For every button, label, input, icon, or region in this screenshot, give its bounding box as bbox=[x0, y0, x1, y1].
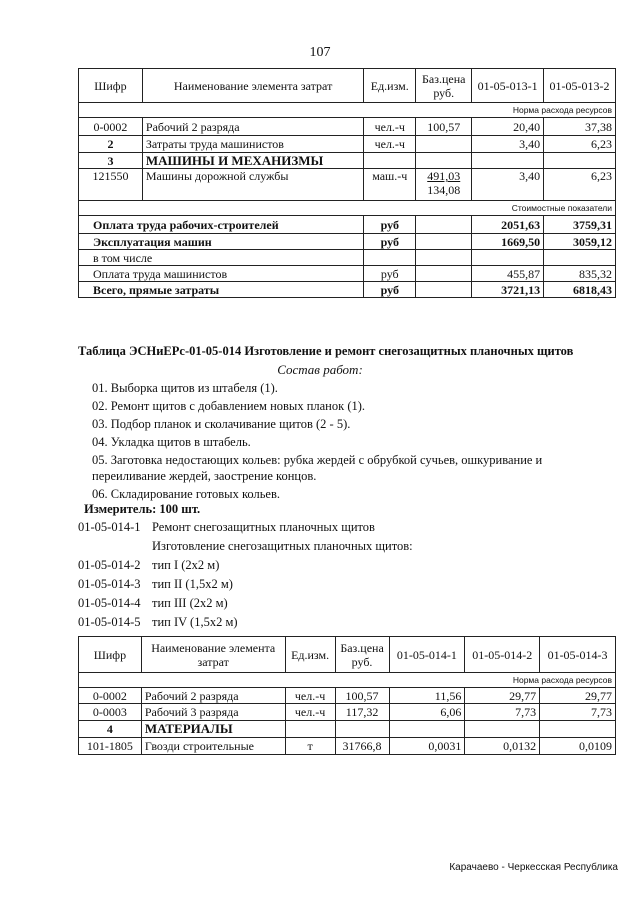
item-text: тип I (2х2 м) bbox=[152, 558, 220, 572]
row-name: МАШИНЫ И МЕХАНИЗМЫ bbox=[142, 153, 363, 169]
cost-row bbox=[79, 250, 616, 266]
table-header-row bbox=[79, 69, 616, 103]
row-unit: чел.-ч bbox=[364, 118, 416, 136]
list-item: 04. Укладка щитов в штабель. bbox=[92, 435, 251, 449]
row-price: 100,57 bbox=[335, 688, 389, 704]
meter: Измеритель: 100 шт. bbox=[84, 502, 201, 516]
row-value-3: 0,0109 bbox=[540, 738, 616, 755]
work-list bbox=[92, 379, 542, 503]
row-value-2: 6,23 bbox=[544, 136, 616, 153]
cost-name: Оплата труда машинистов bbox=[79, 266, 364, 282]
item-code: 01-05-014-3 bbox=[78, 577, 141, 591]
item-code: 01-05-014-1 bbox=[78, 520, 141, 534]
row-value-2: 7,73 bbox=[465, 704, 540, 721]
cost-value-2: 6818,43 bbox=[544, 282, 616, 298]
header-col2: 01-05-014-2 bbox=[465, 637, 540, 673]
list-item bbox=[78, 577, 413, 596]
norm-label: Норма расхода ресурсов bbox=[79, 103, 616, 118]
row-unit: маш.-ч bbox=[364, 169, 416, 201]
header-col3: 01-05-014-3 bbox=[540, 637, 616, 673]
row-name: МАТЕРИАЛЫ bbox=[141, 721, 285, 738]
row-unit: чел.-ч bbox=[285, 688, 335, 704]
cost-name: Всего, прямые затраты bbox=[79, 282, 364, 298]
row-code: 0-0003 bbox=[79, 704, 142, 721]
table-row bbox=[79, 704, 616, 721]
table-header-row bbox=[79, 637, 616, 673]
item-code: 01-05-014-5 bbox=[78, 615, 141, 629]
cost-value-1: 3721,13 bbox=[472, 282, 544, 298]
row-code: 101-1805 bbox=[79, 738, 142, 755]
cost-value-1: 1669,50 bbox=[472, 234, 544, 250]
item-text: Ремонт снегозащитных планочных щитов bbox=[152, 520, 375, 534]
header-code: Шифр bbox=[79, 637, 142, 673]
header-price: Баз.цена руб. bbox=[335, 637, 389, 673]
row-name: Рабочий 3 разряда bbox=[141, 704, 285, 721]
item-text: тип III (2х2 м) bbox=[152, 596, 228, 610]
item-text: тип II (1,5х2 м) bbox=[152, 577, 233, 591]
row-value-3: 29,77 bbox=[540, 688, 616, 704]
table-row bbox=[79, 688, 616, 704]
cost-name: в том числе bbox=[79, 250, 364, 266]
row-price: 31766,8 bbox=[335, 738, 389, 755]
row-price: 491,03 bbox=[427, 169, 461, 183]
table-row bbox=[79, 153, 616, 169]
item-text: тип IV (1,5х2 м) bbox=[152, 615, 238, 629]
row-unit: чел.-ч bbox=[364, 136, 416, 153]
cost-unit: руб bbox=[364, 266, 416, 282]
header-col1: 01-05-014-1 bbox=[389, 637, 465, 673]
row-value-2: 37,38 bbox=[544, 118, 616, 136]
list-item bbox=[78, 558, 413, 577]
cost-value-1: 455,87 bbox=[472, 266, 544, 282]
row-price: 100,57 bbox=[416, 118, 472, 136]
row-price bbox=[416, 136, 472, 153]
cost-unit: руб bbox=[364, 282, 416, 298]
cost-row bbox=[79, 282, 616, 298]
row-code: 0-0002 bbox=[79, 118, 143, 136]
list-item bbox=[78, 520, 413, 539]
header-unit: Ед.изм. bbox=[285, 637, 335, 673]
row-unit: чел.-ч bbox=[285, 704, 335, 721]
cost-value-1: 2051,63 bbox=[472, 216, 544, 234]
section-title: Таблица ЭСНиЕРс-01-05-014 Изготовление и ремонт снегозащитных планочных щитов bbox=[78, 344, 574, 358]
code-list bbox=[78, 520, 413, 634]
row-value-3: 7,73 bbox=[540, 704, 616, 721]
row-name: Затраты труда машинистов bbox=[142, 136, 363, 153]
row-code: 0-0002 bbox=[79, 688, 142, 704]
cost-row bbox=[79, 234, 616, 250]
resource-table-2 bbox=[78, 636, 616, 755]
cost-value-2: 835,32 bbox=[544, 266, 616, 282]
row-value-1: 6,06 bbox=[389, 704, 465, 721]
header-col2: 01-05-013-2 bbox=[544, 69, 616, 103]
row-code: 2 bbox=[79, 136, 143, 153]
cost-name: Эксплуатация машин bbox=[79, 234, 364, 250]
row-value-1: 0,0031 bbox=[389, 738, 465, 755]
cost-unit: руб bbox=[364, 216, 416, 234]
page-number: 107 bbox=[309, 45, 331, 60]
row-code: 4 bbox=[79, 721, 142, 738]
cost-unit: руб bbox=[364, 234, 416, 250]
table-row bbox=[79, 721, 616, 738]
row-price: 117,32 bbox=[335, 704, 389, 721]
item-code: 01-05-014-2 bbox=[78, 558, 141, 572]
item-code: 01-05-014-4 bbox=[78, 596, 141, 610]
cost-row bbox=[79, 216, 616, 234]
row-value-1: 20,40 bbox=[472, 118, 544, 136]
norm-label: Норма расхода ресурсов bbox=[79, 673, 616, 688]
list-item bbox=[78, 539, 413, 558]
row-unit: т bbox=[285, 738, 335, 755]
cost-label: Стоимостные показатели bbox=[79, 201, 616, 216]
row-code: 121550 bbox=[79, 169, 143, 201]
header-col1: 01-05-013-1 bbox=[472, 69, 544, 103]
cost-name: Оплата труда рабочих-строителей bbox=[79, 216, 364, 234]
row-value-2: 29,77 bbox=[465, 688, 540, 704]
item-code bbox=[78, 539, 152, 558]
list-item: 03. Подбор планок и сколачивание щитов (2 - 5). bbox=[92, 417, 351, 431]
item-text: Изготовление снегозащитных планочных щитов: bbox=[152, 539, 413, 553]
list-item bbox=[78, 615, 413, 634]
list-item: 06. Складирование готовых кольев. bbox=[92, 487, 280, 501]
row-name: Машины дорожной службы bbox=[142, 169, 363, 201]
header-name: Наименование элемента затрат bbox=[142, 69, 363, 103]
row-value-1: 11,56 bbox=[389, 688, 465, 704]
row-value-2: 0,0132 bbox=[465, 738, 540, 755]
cost-row bbox=[79, 266, 616, 282]
composition-title: Состав работ: bbox=[277, 362, 363, 377]
header-code: Шифр bbox=[79, 69, 143, 103]
header-unit: Ед.изм. bbox=[364, 69, 416, 103]
table-row bbox=[79, 169, 616, 201]
table-row bbox=[79, 118, 616, 136]
cost-value-2: 3759,31 bbox=[544, 216, 616, 234]
list-item: 01. Выборка щитов из штабеля (1). bbox=[92, 381, 278, 395]
row-name: Гвозди строительные bbox=[141, 738, 285, 755]
resource-table-1 bbox=[78, 68, 616, 298]
row-value-2: 6,23 bbox=[544, 169, 616, 201]
row-value-1: 3,40 bbox=[472, 136, 544, 153]
row-name: Рабочий 2 разряда bbox=[142, 118, 363, 136]
list-item: 05. Заготовка недостающих кольев: рубка жердей с обрубкой сучьев, ошкуривание и bbox=[92, 453, 543, 467]
list-item bbox=[78, 596, 413, 615]
list-item: 02. Ремонт щитов с добавлением новых планок (1). bbox=[92, 399, 366, 413]
table-row bbox=[79, 738, 616, 755]
footer-region: Карачаево - Черкесская Республика bbox=[449, 862, 618, 873]
header-name: Наименование элемента затрат bbox=[141, 637, 285, 673]
list-item: переиливание жердей, заострение концов. bbox=[92, 469, 317, 483]
header-price: Баз.цена руб. bbox=[416, 69, 472, 103]
row-price-secondary: 134,08 bbox=[427, 183, 461, 197]
row-value-1: 3,40 bbox=[472, 169, 544, 201]
row-code: 3 bbox=[79, 153, 143, 169]
cost-value-2: 3059,12 bbox=[544, 234, 616, 250]
row-name: Рабочий 2 разряда bbox=[141, 688, 285, 704]
table-row bbox=[79, 136, 616, 153]
